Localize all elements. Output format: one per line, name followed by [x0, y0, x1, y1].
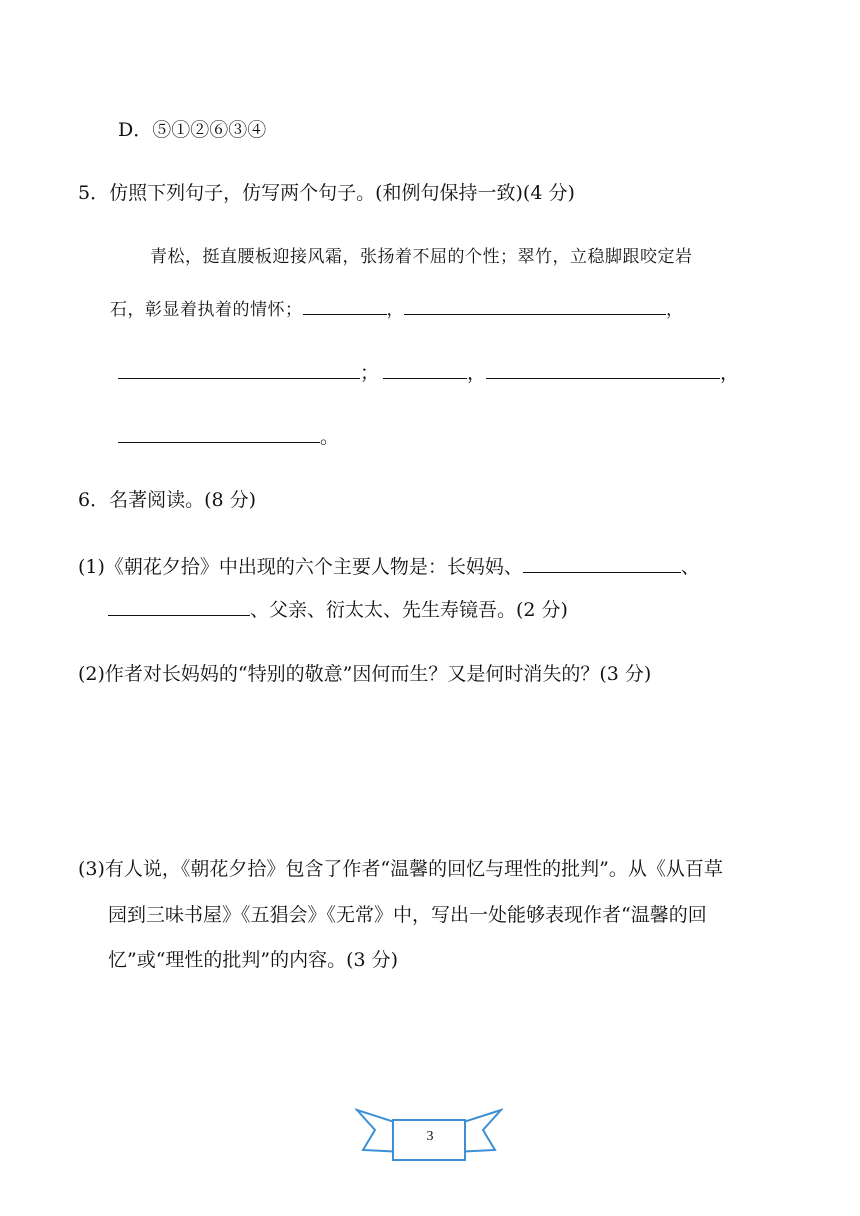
answer-blank[interactable] — [108, 597, 250, 616]
answer-blank[interactable] — [303, 296, 387, 315]
q6-part1-line-2: 、父亲、衍太太、先生寿镜吾。(2 分) — [108, 597, 568, 622]
answer-blank[interactable] — [523, 554, 681, 573]
page-number: 3 — [426, 1129, 434, 1144]
answer-blank[interactable] — [486, 360, 720, 379]
q5-example-line-1: 青松，挺直腰板迎接风霜，张扬着不屈的个性；翠竹，立稳脚跟咬定岩 — [150, 247, 693, 267]
q6-part3-line-1: (3)有人说，《朝花夕拾》包含了作者“温馨的回忆与理性的批判”。从《从百草 — [78, 858, 723, 880]
q6-part1-line-1: (1)《朝花夕拾》中出现的六个主要人物是：长妈妈、 、 — [78, 556, 700, 578]
q6-part3-line-3: 忆”或“理性的批判”的内容。(3 分) — [108, 949, 399, 971]
q5-example-line-2: 石，彰显着执着的情怀； ， ， — [110, 296, 684, 322]
q5-answer-line-2: 。 — [118, 424, 339, 449]
question-5-title: 5．仿照下列句子，仿写两个句子。(和例句保持一致)(4 分) — [78, 182, 575, 204]
q6-part3-line-2: 园到三味书屋》《五猖会》《无常》中，写出一处能够表现作者“温馨的回 — [108, 904, 707, 926]
answer-blank[interactable] — [118, 360, 360, 379]
q5-answer-line-1: ； ， ， — [118, 360, 739, 385]
answer-blank[interactable] — [118, 424, 320, 443]
answer-blank[interactable] — [383, 360, 467, 379]
answer-blank[interactable] — [404, 296, 666, 315]
question-6-title: 6．名著阅读。(8 分) — [78, 489, 257, 511]
option-d: D．⑤①②⑥③④ — [118, 119, 267, 141]
q6-part2: (2)作者对长妈妈的“特别的敬意”因何而生？又是何时消失的？(3 分) — [78, 663, 652, 685]
q5-example-text: 石，彰显着执着的情怀； — [110, 300, 303, 320]
